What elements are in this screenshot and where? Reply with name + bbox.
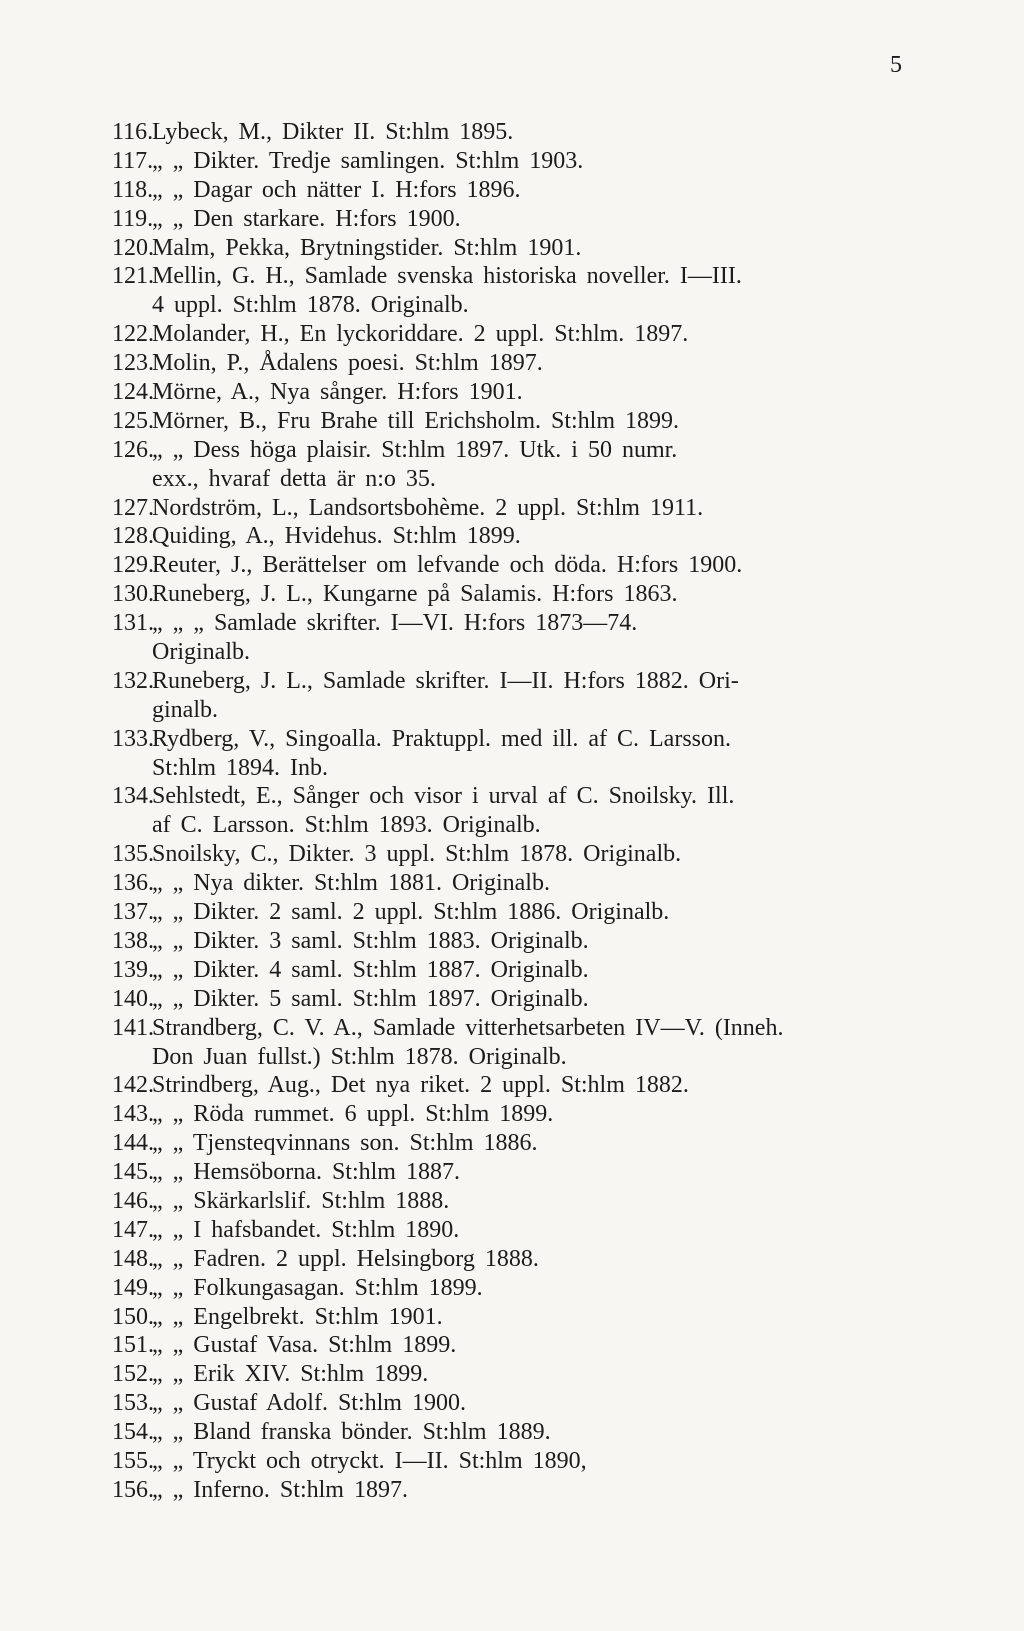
bibliography-entry bbox=[0, 522, 1024, 551]
entry-text: „ „ Dikter. 3 saml. St:hlm 1883. Originalb. bbox=[152, 927, 589, 954]
entry-number: 150. bbox=[112, 1303, 154, 1330]
bibliography-entry bbox=[0, 609, 1024, 638]
entry-text: „ „ Nya dikter. St:hlm 1881. Originalb. bbox=[152, 870, 550, 897]
bibliography-entry bbox=[0, 349, 1024, 378]
entry-text: af C. Larsson. St:hlm 1893. Originalb. bbox=[152, 812, 541, 839]
entry-number: 134. bbox=[112, 783, 154, 810]
entry-number: 152. bbox=[112, 1361, 154, 1388]
entry-text: Runeberg, J. L., Samlade skrifter. I—II. H:fors 1882. Ori- bbox=[152, 667, 739, 694]
entry-text: „ „ Engelbrekt. St:hlm 1901. bbox=[152, 1303, 443, 1330]
entry-number: 146. bbox=[112, 1187, 154, 1214]
entry-number: 145. bbox=[112, 1159, 154, 1186]
entry-number: 135. bbox=[112, 841, 154, 868]
bibliography-entry bbox=[0, 898, 1024, 927]
bibliography-entry bbox=[0, 176, 1024, 205]
entry-text: Lybeck, M., Dikter II. St:hlm 1895. bbox=[152, 119, 514, 145]
bibliography-entry bbox=[0, 927, 1024, 956]
entry-number: 118. bbox=[112, 176, 154, 203]
entry-number: 143. bbox=[112, 1101, 154, 1128]
entry-text: Runeberg, J. L., Kungarne på Salamis. H:fors 1863. bbox=[152, 581, 678, 608]
entry-text: „ „ Gustaf Vasa. St:hlm 1899. bbox=[152, 1332, 457, 1359]
entry-text: Malm, Pekka, Brytningstider. St:hlm 1901. bbox=[152, 234, 582, 261]
entry-number: 126. bbox=[112, 436, 154, 463]
entry-text: „ „ Dikter. 2 saml. 2 uppl. St:hlm 1886. Originalb. bbox=[152, 899, 670, 926]
entry-text: „ „ Erik XIV. St:hlm 1899. bbox=[152, 1361, 429, 1388]
bibliography-entry bbox=[0, 320, 1024, 349]
bibliography-entry bbox=[0, 1418, 1024, 1447]
entry-text: „ „ Bland franska bönder. St:hlm 1889. bbox=[152, 1419, 551, 1446]
bibliography-entry bbox=[0, 1389, 1024, 1418]
bibliography-entry bbox=[0, 1187, 1024, 1216]
entry-number: 142. bbox=[112, 1072, 154, 1099]
entry-number: 148. bbox=[112, 1245, 154, 1272]
bibliography-entry bbox=[0, 985, 1024, 1014]
entry-number: 127. bbox=[112, 494, 154, 521]
entry-text: Don Juan fullst.) St:hlm 1878. Originalb. bbox=[152, 1043, 567, 1070]
bibliography-entry bbox=[0, 1274, 1024, 1303]
entry-text: 4 uppl. St:hlm 1878. Originalb. bbox=[152, 292, 469, 319]
entry-number: 138. bbox=[112, 927, 154, 954]
bibliography-entry bbox=[0, 551, 1024, 580]
bibliography-entry bbox=[0, 725, 1024, 754]
bibliography-entry bbox=[0, 407, 1024, 436]
bibliography-entry bbox=[0, 869, 1024, 898]
bibliography-entry-continuation bbox=[0, 696, 1024, 725]
bibliography-entry-continuation bbox=[0, 638, 1024, 667]
bibliography-entry bbox=[0, 1447, 1024, 1476]
bibliography-entry-continuation bbox=[0, 754, 1024, 783]
entry-text: Mörne, A., Nya sånger. H:fors 1901. bbox=[152, 379, 523, 406]
entry-text: „ „ Tryckt och otryckt. I—II. St:hlm 1890, bbox=[152, 1447, 587, 1474]
entry-text: „ „ Dikter. Tredje samlingen. St:hlm 1903. bbox=[152, 147, 584, 174]
entry-text: „ „ „ Samlade skrifter. I—VI. H:fors 1873—74. bbox=[152, 610, 638, 637]
entry-number: 117. bbox=[112, 147, 154, 174]
entry-number: 116. bbox=[112, 119, 154, 145]
entry-number: 149. bbox=[112, 1274, 154, 1301]
entry-text: Sehlstedt, E., Sånger och visor i urval af C. Snoilsky. Ill. bbox=[152, 783, 735, 810]
entry-text: „ „ Gustaf Adolf. St:hlm 1900. bbox=[152, 1390, 466, 1417]
entry-number: 131. bbox=[112, 610, 154, 637]
entry-number: 123. bbox=[112, 350, 154, 377]
bibliography-entry bbox=[0, 1071, 1024, 1100]
bibliography-entry bbox=[0, 1158, 1024, 1187]
entry-number: 133. bbox=[112, 725, 154, 752]
bibliography-entry bbox=[0, 782, 1024, 811]
entry-number: 119. bbox=[112, 205, 154, 232]
entry-number: 132. bbox=[112, 667, 154, 694]
entry-number: 155. bbox=[112, 1447, 154, 1474]
bibliography-entry bbox=[0, 118, 1024, 147]
entry-number: 130. bbox=[112, 581, 154, 608]
entry-number: 139. bbox=[112, 956, 154, 983]
bibliography-entry-continuation bbox=[0, 1043, 1024, 1072]
bibliography-entry bbox=[0, 436, 1024, 465]
bibliography-entry bbox=[0, 234, 1024, 263]
bibliography-entry bbox=[0, 1303, 1024, 1332]
entry-text: „ „ Inferno. St:hlm 1897. bbox=[152, 1476, 408, 1503]
entry-number: 121. bbox=[112, 263, 154, 290]
entry-number: 136. bbox=[112, 870, 154, 897]
entry-number: 129. bbox=[112, 552, 154, 579]
entry-text: Molander, H., En lyckoriddare. 2 uppl. St:hlm. 1897. bbox=[152, 321, 689, 348]
entry-number: 154. bbox=[112, 1419, 154, 1446]
entry-text: ginalb. bbox=[152, 696, 218, 723]
entry-text: „ „ Dagar och nätter I. H:fors 1896. bbox=[152, 176, 521, 203]
entry-text: „ „ Tjensteqvinnans son. St:hlm 1886. bbox=[152, 1130, 538, 1157]
page-number: 5 bbox=[890, 52, 902, 78]
entry-text: Snoilsky, C., Dikter. 3 uppl. St:hlm 1878. Originalb. bbox=[152, 841, 682, 868]
bibliography-entry-continuation bbox=[0, 811, 1024, 840]
entry-text: „ „ Dikter. 5 saml. St:hlm 1897. Originalb. bbox=[152, 985, 589, 1012]
entry-text: St:hlm 1894. Inb. bbox=[152, 754, 329, 781]
bibliography-entry bbox=[0, 1476, 1024, 1505]
bibliography-entry bbox=[0, 1360, 1024, 1389]
bibliography-entry bbox=[0, 1100, 1024, 1129]
entry-text: Rydberg, V., Singoalla. Praktuppl. med ill. af C. Larsson. bbox=[152, 725, 732, 752]
entry-number: 125. bbox=[112, 407, 154, 434]
entry-number: 153. bbox=[112, 1390, 154, 1417]
bibliography-entry-continuation bbox=[0, 291, 1024, 320]
entry-number: 144. bbox=[112, 1130, 154, 1157]
entry-text: „ „ Dess höga plaisir. St:hlm 1897. Utk. i 50 numr. bbox=[152, 436, 678, 463]
entry-text: Mellin, G. H., Samlade svenska historiska noveller. I—III. bbox=[152, 263, 742, 290]
bibliography-entry bbox=[0, 262, 1024, 291]
entry-text: „ „ Röda rummet. 6 uppl. St:hlm 1899. bbox=[152, 1101, 554, 1128]
entry-text: Originalb. bbox=[152, 639, 250, 666]
entry-text: Strindberg, Aug., Det nya riket. 2 uppl. St:hlm 1882. bbox=[152, 1072, 689, 1099]
bibliography-entry bbox=[0, 205, 1024, 234]
bibliography-entry bbox=[0, 667, 1024, 696]
bibliography-entry-continuation bbox=[0, 465, 1024, 494]
bibliography-entry bbox=[0, 378, 1024, 407]
entry-text: Molin, P., Ådalens poesi. St:hlm 1897. bbox=[152, 350, 543, 377]
bibliography-entry bbox=[0, 1331, 1024, 1360]
entry-text: „ „ Skärkarlslif. St:hlm 1888. bbox=[152, 1187, 450, 1214]
entry-text: Nordström, L., Landsortsbohème. 2 uppl. St:hlm 1911. bbox=[152, 494, 704, 521]
bibliography-entry bbox=[0, 956, 1024, 985]
bibliography-list bbox=[0, 118, 1024, 1505]
entry-number: 128. bbox=[112, 523, 154, 550]
entry-number: 147. bbox=[112, 1216, 154, 1243]
entry-text: exx., hvaraf detta är n:o 35. bbox=[152, 465, 436, 492]
entry-number: 156. bbox=[112, 1476, 154, 1503]
entry-text: „ „ Folkungasagan. St:hlm 1899. bbox=[152, 1274, 483, 1301]
bibliography-entry bbox=[0, 1216, 1024, 1245]
bibliography-entry bbox=[0, 1129, 1024, 1158]
bibliography-entry bbox=[0, 840, 1024, 869]
entry-number: 151. bbox=[112, 1332, 154, 1359]
entry-text: „ „ Hemsöborna. St:hlm 1887. bbox=[152, 1159, 460, 1186]
bibliography-entry bbox=[0, 147, 1024, 176]
entry-number: 124. bbox=[112, 379, 154, 406]
entry-number: 137. bbox=[112, 899, 154, 926]
entry-text: Quiding, A., Hvidehus. St:hlm 1899. bbox=[152, 523, 521, 550]
entry-text: „ „ Den starkare. H:fors 1900. bbox=[152, 205, 461, 232]
bibliography-entry bbox=[0, 494, 1024, 523]
entry-text: „ „ I hafsbandet. St:hlm 1890. bbox=[152, 1216, 460, 1243]
entry-number: 141. bbox=[112, 1014, 154, 1041]
entry-number: 122. bbox=[112, 321, 154, 348]
entry-text: Strandberg, C. V. A., Samlade vitterhetsarbeten IV—V. (Inneh. bbox=[152, 1014, 784, 1041]
entry-text: „ „ Dikter. 4 saml. St:hlm 1887. Originalb. bbox=[152, 956, 589, 983]
entry-text: Reuter, J., Berättelser om lefvande och döda. H:fors 1900. bbox=[152, 552, 743, 579]
entry-text: Mörner, B., Fru Brahe till Erichsholm. St:hlm 1899. bbox=[152, 407, 680, 434]
bibliography-entry bbox=[0, 1245, 1024, 1274]
entry-number: 120. bbox=[112, 234, 154, 261]
entry-number: 140. bbox=[112, 985, 154, 1012]
bibliography-entry bbox=[0, 580, 1024, 609]
bibliography-entry bbox=[0, 1014, 1024, 1043]
entry-text: „ „ Fadren. 2 uppl. Helsingborg 1888. bbox=[152, 1245, 539, 1272]
